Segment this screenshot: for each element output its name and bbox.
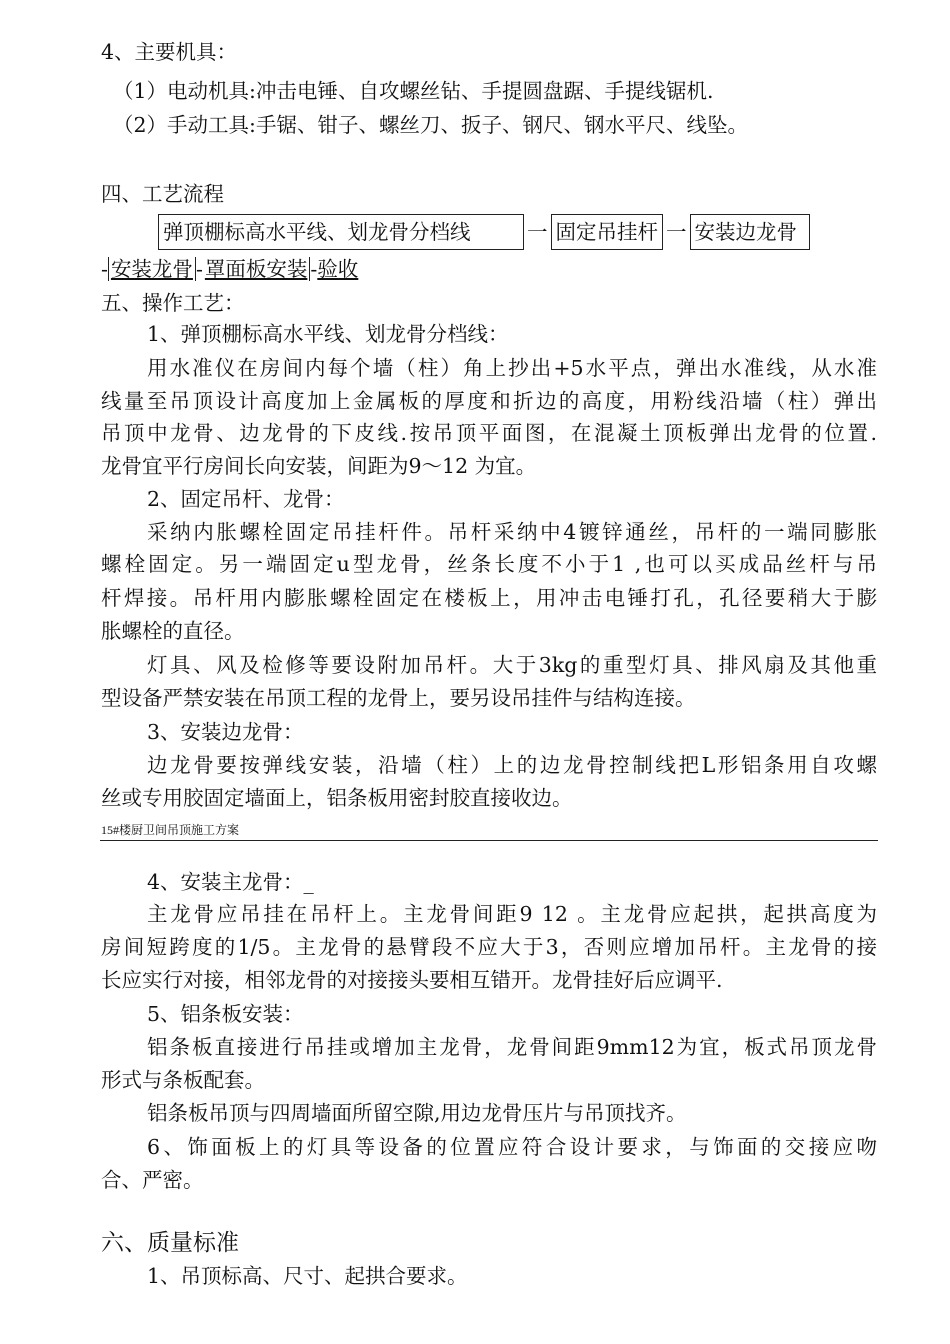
flow-sep-3: - — [310, 257, 318, 281]
s2-p3: 杆焊接。吊杆用内膨胀螺栓固定在楼板上，用冲击电锤打孔，孔径要稍大于膨 — [101, 586, 877, 610]
footer-rule — [100, 840, 878, 841]
flow-step-3: 安装边龙骨 — [690, 214, 810, 250]
s1-title: 1、弹顶棚标高水平线、划龙骨分档线： — [147, 322, 509, 346]
flow-arrow-2: 一 — [666, 220, 687, 244]
s1-p3: 吊顶中龙骨、边龙骨的下皮线.按吊顶平面图，在混凝土顶板弹出龙骨的位置. — [101, 421, 877, 445]
s5-title: 5、铝条板安装： — [147, 1002, 304, 1026]
flow-step-2: 固定吊挂杆 — [551, 214, 664, 250]
s1-p2: 线量至吊顶设计高度加上金属板的厚度和折边的高度，用粉线沿墙（柱）弹出 — [101, 389, 877, 413]
page-footer: 15#楼厨卫间吊顶施工方案 — [101, 823, 240, 837]
s2-title: 2、固定吊杆、龙骨： — [147, 487, 345, 511]
s5-p2: 形式与条板配套。 — [101, 1068, 265, 1092]
s3-title: 3、安装边龙骨： — [147, 720, 304, 744]
s2-p6: 型设备严禁安装在吊顶工程的龙骨上，要另设吊挂件与结构连接。 — [101, 686, 696, 710]
s3-p2: 丝或专用胶固定墙面上，铝条板用密封胶直接收边。 — [101, 786, 573, 810]
flow-step-5: 罩面板安装 — [203, 257, 311, 281]
tools-title: 4、主要机具： — [101, 40, 238, 64]
s4-p3: 长应实行对接，相邻龙骨的对接接头要相互错开。龙骨挂好后应调平. — [101, 968, 723, 992]
flow-row2-prefix: - — [101, 257, 108, 281]
s4-p1: 主龙骨应吊挂在吊杆上。主龙骨间距9 12 。主龙骨应起拱，起拱高度为 — [147, 902, 877, 926]
s1-p4: 龙骨宜平行房间长向安装，间距为9〜12 为宜。 — [101, 454, 537, 478]
flow-step-4: 安装龙骨 — [108, 257, 196, 281]
s4-title: 4、安装主龙骨：_ — [147, 870, 314, 894]
s5-p3: 铝条板吊顶与四周墙面所留空隙,用边龙骨压片与吊顶找齐。 — [147, 1101, 687, 1125]
flow-sep-2: - — [195, 257, 203, 281]
flow-row-1 — [158, 214, 810, 250]
flow-step-6: 验收 — [317, 257, 359, 281]
s3-p1: 边龙骨要按弹线安装，沿墙（柱）上的边龙骨控制线把L形铝条用自攻螺 — [147, 753, 877, 777]
s2-p4: 胀螺栓的直径。 — [101, 619, 245, 643]
flow-arrow-1: 一 — [527, 220, 548, 244]
s4-p2: 房间短跨度的1/5。主龙骨的悬臂段不应大于3，否则应增加吊杆。主龙骨的接 — [101, 935, 877, 959]
s1-p1: 用水准仪在房间内每个墙（柱）角上抄出+5水平点，弹出水准线，从水准 — [147, 356, 877, 380]
s6-p1: 6、饰面板上的灯具等设备的位置应符合设计要求，与饰面的交接应吻 — [147, 1135, 877, 1159]
flow-step-1: 弹顶棚标高水平线、划龙骨分档线 — [158, 214, 524, 250]
s6-p2: 合、严密。 — [101, 1168, 204, 1192]
tools-manual: （2）手动工具:手锯、钳子、螺丝刀、扳子、钢尺、钢水平尺、线坠。 — [113, 113, 748, 137]
s2-p2: 螺栓固定。另一端固定u型龙骨，丝条长度不小于1 ,也可以买成品丝杆与吊 — [101, 552, 877, 576]
s2-p1: 采纳内胀螺栓固定吊挂杆件。吊杆采纳中4镀锌通丝，吊杆的一端同膨胀 — [147, 520, 877, 544]
sec6-heading: 六、质量标准 — [101, 1230, 239, 1256]
sec4-heading: 四、工艺流程 — [101, 182, 224, 206]
s5-p1: 铝条板直接进行吊挂或增加主龙骨，龙骨间距9mm12为宜，板式吊顶龙骨 — [147, 1035, 877, 1059]
flow-row-2 — [101, 255, 358, 283]
sec5-heading: 五、操作工艺： — [101, 291, 245, 315]
tools-electric: （1）电动机具:冲击电锤、自攻螺丝钻、手提圆盘踞、手提线锯机. — [113, 79, 714, 103]
s2-p5: 灯具、风及检修等要设附加吊杆。大于3kg的重型灯具、排风扇及其他重 — [147, 653, 877, 677]
sec6-item1: 1、吊顶标高、尺寸、起拱合要求。 — [147, 1264, 468, 1288]
